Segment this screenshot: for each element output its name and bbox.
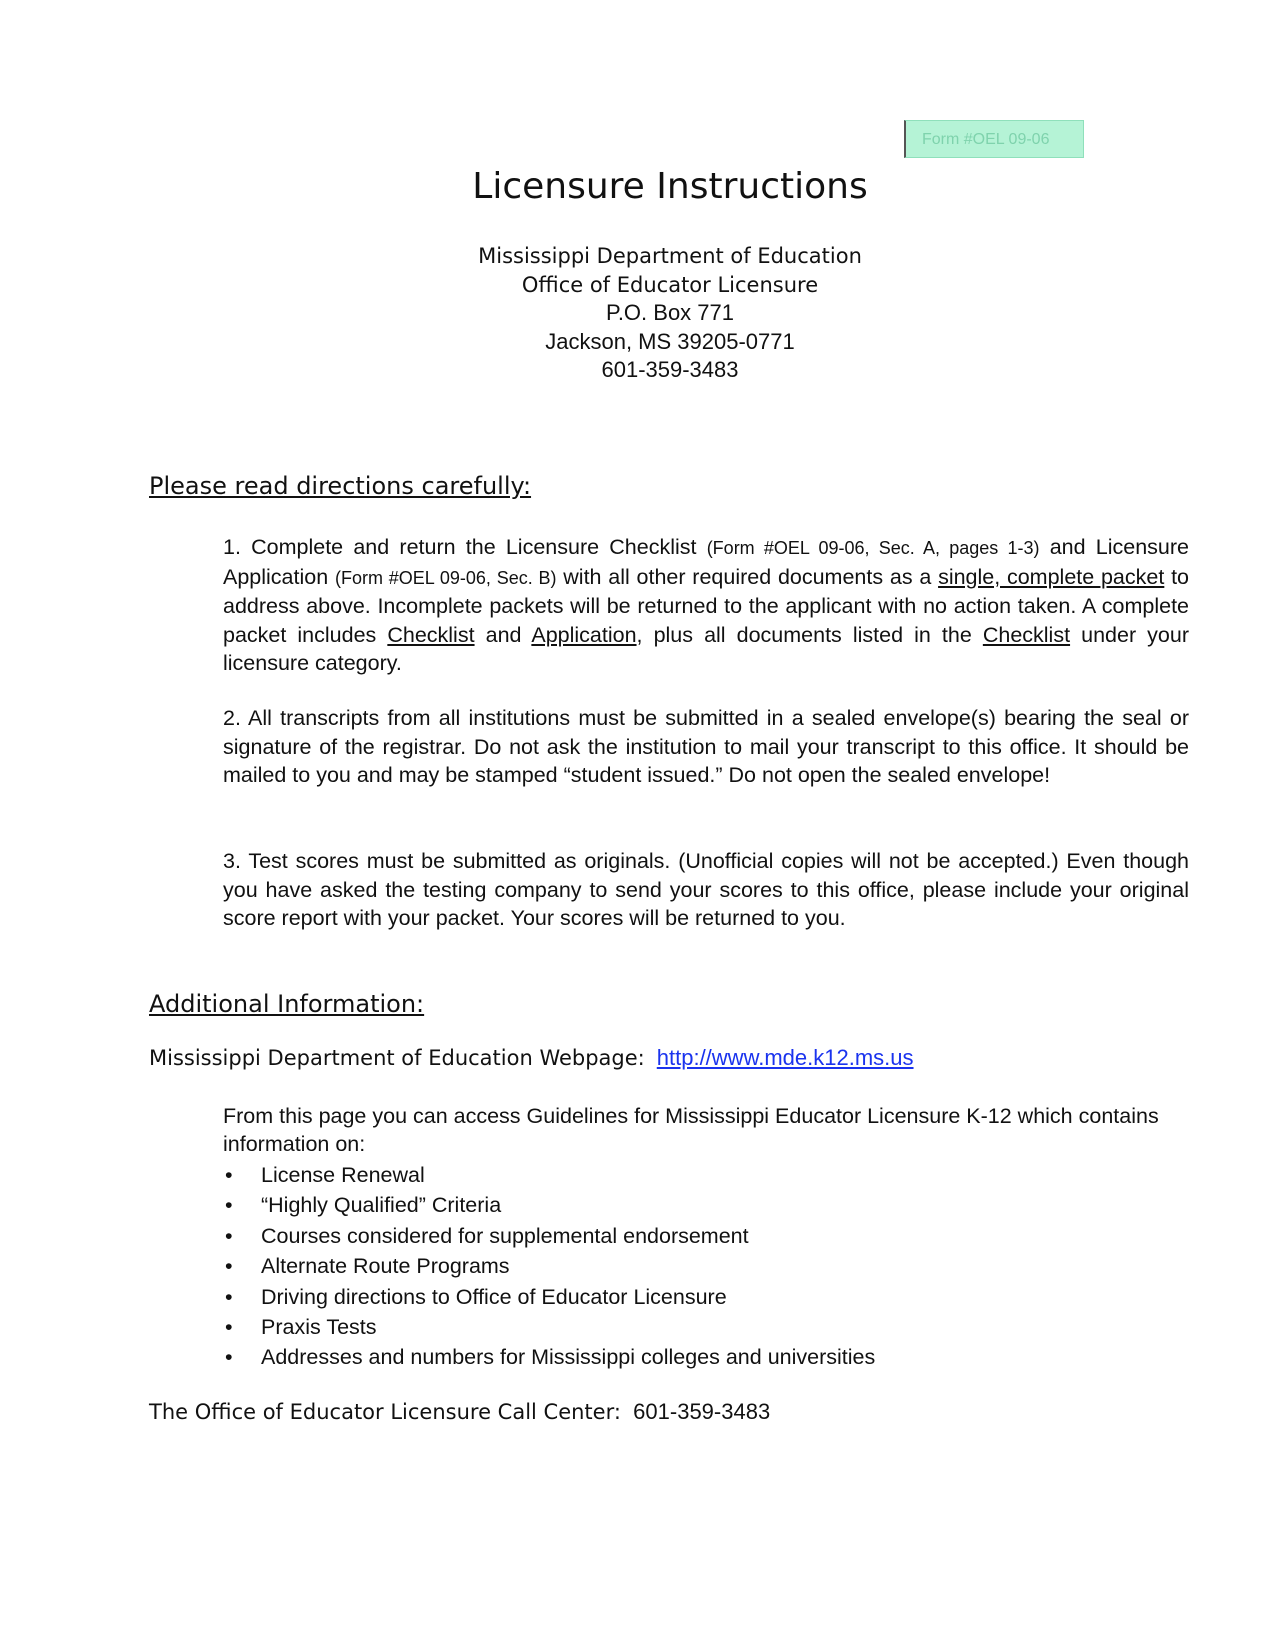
checklist-underlined-2: Checklist [982, 622, 1071, 647]
call-center-phone: 601-359-3483 [633, 1399, 771, 1424]
item1-text-5: and [474, 622, 532, 647]
list-item: • License Renewal [223, 1160, 875, 1190]
call-center-line [149, 1399, 770, 1425]
address-department: Mississippi Department of Education [478, 244, 862, 268]
call-center-label: The Office of Educator Licensure Call Center: [149, 1400, 621, 1424]
directions-heading: Please read directions carefully: [149, 472, 532, 500]
item1-text-4: to address above. Incomplete packets will be returned to the applicant with no action taken. A complete packet includes [223, 564, 1190, 647]
list-item: • Addresses and numbers for Mississippi colleges and universities [223, 1342, 875, 1372]
office-address [0, 242, 1275, 385]
list-item: • Praxis Tests [223, 1312, 875, 1342]
list-item: • Courses considered for supplemental endorsement [223, 1221, 875, 1251]
item1-text-7: under your licensure category. [223, 622, 1189, 675]
guidelines-topics-list [223, 1160, 875, 1373]
item1-text-3: with all other required documents as a [556, 564, 939, 589]
checklist-underlined: Checklist [387, 622, 475, 647]
address-office: Office of Educator Licensure [521, 272, 819, 297]
mde-webpage-link[interactable]: http://www.mde.k12.ms.us [656, 1045, 914, 1070]
form-number-badge: Form #OEL 09-06 [904, 120, 1084, 158]
single-complete-packet-text: single, complete packet [938, 564, 1165, 589]
additional-info-heading: Additional Information: [149, 990, 425, 1018]
list-item: • Alternate Route Programs [223, 1251, 875, 1281]
application-form-ref: (Form #OEL 09-06, Sec. B) [334, 567, 557, 588]
checklist-form-ref: (Form #OEL 09-06, Sec. A, pages 1-3) [706, 538, 1040, 558]
item1-text-1: 1. Complete and return the Licensure Checklist [223, 535, 707, 559]
item1-text-2: and Licensure Application [223, 535, 1190, 589]
guidelines-description: From this page you can access Guidelines for Mississippi Educator Licensure K-12 which contains information on: [223, 1104, 1159, 1156]
page-title: Licensure Instructions [472, 166, 868, 207]
item1-text-6: , plus all documents listed in the [636, 622, 983, 647]
direction-item-1 [223, 533, 1189, 678]
address-city: Jackson, MS 39205-0771 [545, 328, 795, 354]
mde-webpage-line [149, 1045, 914, 1071]
application-underlined: Application [531, 622, 637, 647]
address-phone: 601-359-3483 [601, 357, 739, 382]
list-item: • Driving directions to Office of Educator Licensure [223, 1282, 875, 1312]
direction-item-2: 2. All transcripts from all institutions must be submitted in a sealed envelope(s) bearing the seal or signature of the registrar. Do not ask the institution to mail your transcript to this office. It should be mailed to you and may be stamped “student issued.” Do not open the sealed envelope! [223, 706, 1189, 787]
webpage-label: Mississippi Department of Education Webpage: [149, 1046, 645, 1070]
address-po-box: P.O. Box 771 [605, 300, 734, 325]
direction-item-3: 3. Test scores must be submitted as originals. (Unofficial copies will not be accepted.) Even though you have asked the testing company to send your scores to this office, please include your original score report with your packet. Your scores will be returned to you. [223, 849, 1189, 930]
list-item: • “Highly Qualified” Criteria [223, 1190, 875, 1220]
